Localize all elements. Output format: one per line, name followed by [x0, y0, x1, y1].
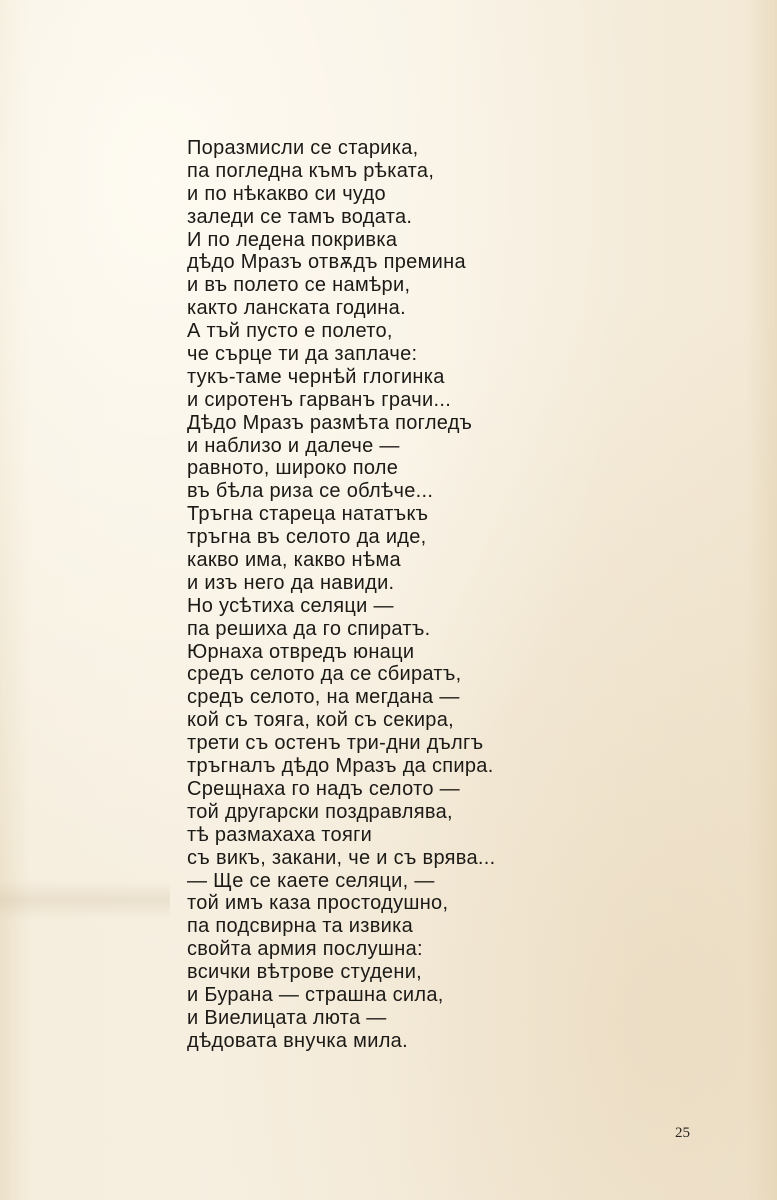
poem-line: че сърце ти да заплаче: [187, 343, 418, 366]
poem-line: той другарски поздравлява, [187, 800, 453, 823]
poem-line: тръгналъ дѣдо Мразъ да спира. [187, 755, 494, 778]
poem-line: Тръгна стареца нататъкъ [187, 503, 429, 526]
poem-line: тръгна въ селото да иде, [187, 526, 427, 549]
poem-line: свойта армия послушна: [187, 938, 423, 961]
poem-line: И по ледена покривка [187, 228, 398, 251]
poem-line: равното, широко поле [187, 457, 399, 480]
poem-line: па подсвирна та извика [187, 915, 414, 938]
poem-line: па погледна къмъ рѣката, [187, 159, 435, 182]
poem-line: Поразмисли се старика, [187, 137, 419, 159]
poem-line: Срещнаха го надъ селото — [187, 777, 460, 800]
poem-line: А тъй пусто е полето, [187, 320, 393, 343]
poem-line: Юрнаха отвредъ юнаци [187, 640, 415, 663]
poem-line: и наблизо и далече — [187, 434, 400, 457]
poem-line: дѣдо Мразъ отвѫдъ премина [187, 251, 466, 274]
poem-line: кой съ тояга, кой съ секира, [187, 709, 454, 732]
poem-line: тѣ размахаха тояги [187, 823, 373, 846]
poem-line: тукъ-таме чернѣй глогинка [187, 365, 445, 388]
poem-line: какво има, какво нѣма [187, 549, 401, 572]
poem-line: дѣдовата внучка мила. [187, 1029, 408, 1052]
poem-text [187, 137, 607, 1053]
poem-line: средъ селото, на мегдана — [187, 686, 460, 709]
poem-line: съ викъ, закани, че и съ врява... [187, 846, 496, 869]
page-number: 25 [675, 1125, 690, 1141]
poem-line: Дѣдо Мразъ размѣта погледъ [187, 411, 473, 434]
poem-line: и сиротенъ гарванъ грачи... [187, 388, 452, 411]
poem-line: средъ селото да се сбиратъ, [187, 663, 462, 686]
paper-crease [0, 880, 170, 920]
poem-line: той имъ каза простодушно, [187, 892, 449, 915]
poem-line: и Бурана — страшна сила, [187, 983, 444, 1006]
poem-line: всички вѣтрове студени, [187, 961, 423, 984]
poem-line: и Виелицата люта — [187, 1006, 387, 1029]
poem-line: и въ полето се намѣри, [187, 274, 411, 297]
poem-line: трети съ остенъ три-дни дългъ [187, 732, 484, 755]
poem-line: въ бѣла риза се облѣче... [187, 480, 434, 503]
poem-line: па решиха да го спиратъ. [187, 617, 431, 640]
poem-line: — Ще се каете селяци, — [187, 869, 435, 892]
poem-line: както ланската година. [187, 297, 406, 320]
poem-line: Но усѣтиха селяци — [187, 594, 394, 617]
poem-line: заледи се тамъ водата. [187, 205, 413, 228]
poem-line: и по нѣкакво си чудо [187, 182, 386, 205]
poem-line: и изъ него да навиди. [187, 571, 395, 594]
